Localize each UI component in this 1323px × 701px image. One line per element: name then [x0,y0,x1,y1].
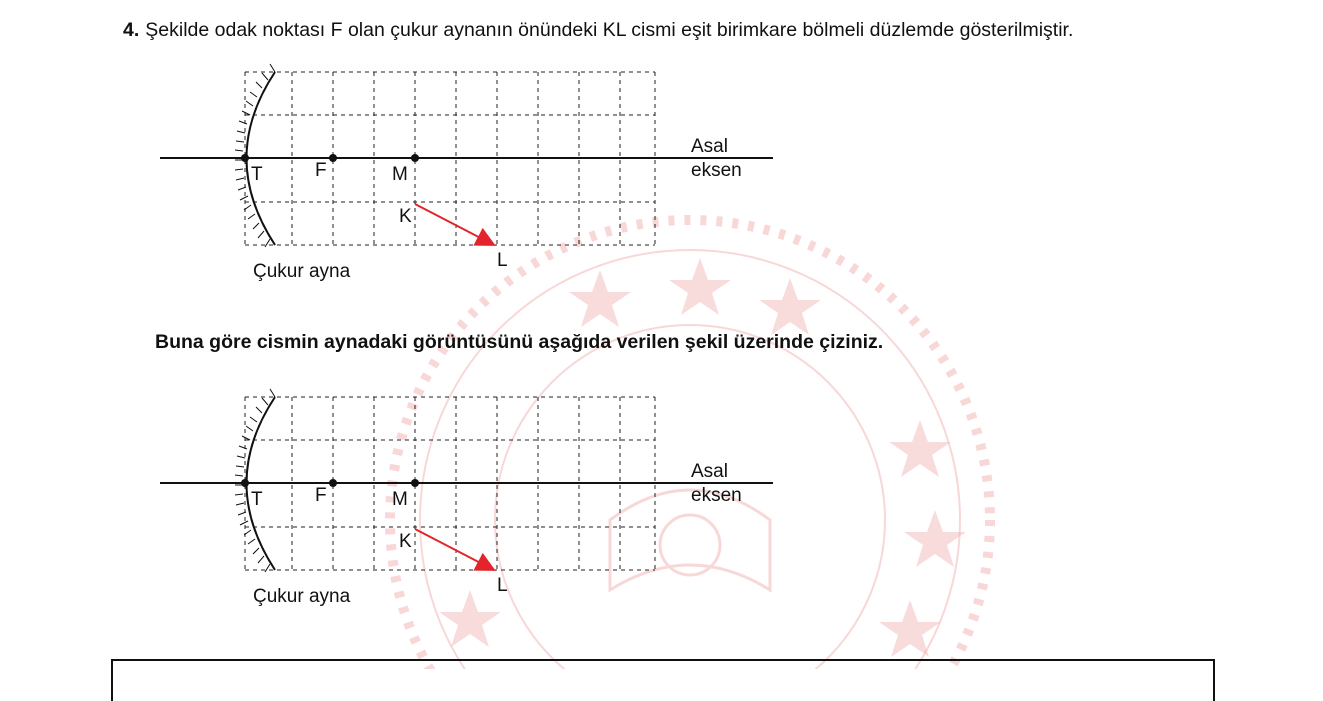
point-T [241,154,249,162]
point-M [411,479,419,487]
mirror-label: Çukur ayna [253,586,351,607]
label-L: L [497,575,508,596]
point-T [241,479,249,487]
instruction-text: Buna göre cismin aynadaki görüntüsünü aşağıda verilen şekil üzerinde çiziniz. [155,331,884,353]
figure-given [0,0,800,305]
figure-answer[interactable] [0,325,800,630]
mirror-label: Çukur ayna [253,261,351,282]
answer-box[interactable] [111,659,1215,701]
label-K: K [399,206,412,227]
label-F: F [315,485,327,506]
concave-mirror [235,389,275,572]
label-M: M [392,164,408,185]
axis-label-line1: Asal [691,136,728,157]
label-M: M [392,489,408,510]
label-T: T [251,489,263,510]
point-M [411,154,419,162]
object-arrow-KL [415,529,494,570]
axis-label-line2: eksen [691,485,742,506]
label-L: L [497,250,508,271]
axis-label-line1: Asal [691,461,728,482]
label-T: T [251,164,263,185]
object-arrow-KL [415,204,494,245]
label-F: F [315,160,327,181]
axis-label-line2: eksen [691,160,742,181]
question-text: Şekilde odak noktası F olan çukur aynanın önündeki KL cismi eşit birimkare bölmeli düzlemde gösterilmiştir. [145,19,1074,41]
point-F [329,154,337,162]
concave-mirror [235,64,275,247]
question-number: 4. [123,19,140,41]
point-F [329,479,337,487]
label-K: K [399,531,412,552]
